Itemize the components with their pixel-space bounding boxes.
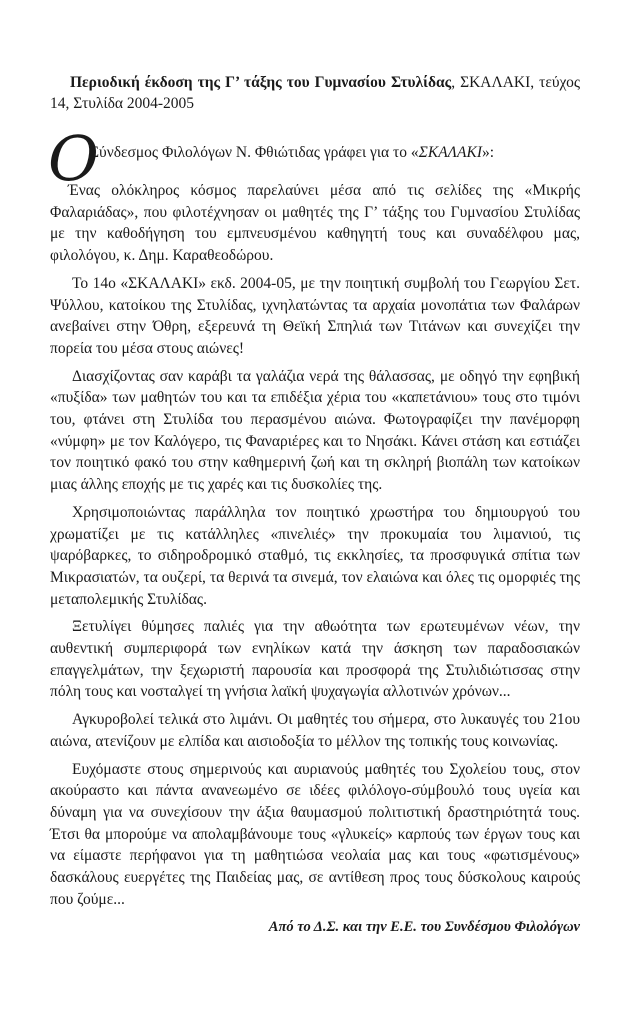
document-page [50,72,580,936]
paragraph: Ένας ολόκληρος κόσμος παρελαύνει μέσα από τις σελίδες της «Μικρής Φαλαριάδας», που φιλοτέχνησαν οι μαθητές της Γ’ τάξης του Γυμνασίου Στυλίδας με την καθοδήγηση του εμπνευσμένου καθηγητή τους και συναδέλφου μας, φιλολόγου, κ. Δημ. Καραθεοδώρου. [50,182,580,265]
paragraph: Αγκυροβολεί τελικά στο λιμάνι. Οι μαθητές του σήμερα, στο λυκαυγές του 21ου αιώνα, ατενίζουν με ελπίδα και αισιοδοξία το μέλλον της τοπικής τους κοινωνίας. [50,711,580,750]
intro-text-plain: Σύνδεσμος Φιλολόγων Ν. Φθιώτιδας γράφει για το « [90,144,419,161]
paragraph: Διασχίζοντας σαν καράβι τα γαλάζια νερά της θάλασσας, με οδηγό την εφηβική «πυξίδα» των μαθητών του και τα επιδέξια χέρια του «καπετάνιου» τους στο τιμόνι του, φτάνει στη Στυλίδα του περασμένου αιώνα. Φωτογραφίζει την πανέμορφη «νύμφη» με τον Καλόγερο, τις Φαναριέρες και το Νησάκι. Κάνει στάση και εστιάζει τον ποιητικό φακό του στην καθημερινή ζωή και τη σκληρή βιοπάλη των κατοίκων μιας άλλης εποχής με τις χαρές και τις δυσκολίες της. [50,367,580,494]
intro-text [90,142,494,163]
publication-title: Περιοδική έκδοση της Γ’ τάξης του Γυμνασίου Στυλίδας [70,74,452,91]
intro-line [48,122,580,195]
paragraph: Ευχόμαστε στους σημερινούς και αυριανούς μαθητές του Σχολείου τους, στον ακούραστο και πάντα ανανεωμένο σε ιδέες φιλόλογο-σύμβουλό τους υγεία και δύναμη για να συνεχίσουν την άξια θαυμασμού πολιτιστική δραστηριότητά τους. Έτσι θα μπορούμε να απολαμβάνουμε τους «γλυκείς» καρπούς των έργων τους και να είμαστε περήφανοι για τη μαθητιώσα νεολαία μας και τους «φωτισμένους» δασκάλους ευεργέτες της Παιδείας μας, σε αντίθεση προς τους δύσκολους καιρούς που ζούμε... [50,760,580,908]
paragraph: Το 14ο «ΣΚΑΛΑΚΙ» εκδ. 2004-05, με την ποιητική συμβολή του Γεωργίου Σετ. Ψύλλου, κατοίκου της Στυλίδας, ιχνηλατώντας τα αρχαία μονοπάτια των Φαλάρων ανεβαίνει στην Όθρη, εξερευνά τη Θεϊκή Σπηλιά των Τιτάνων και συνεχίζει την πορεία του μέσα στους αιώνες! [50,274,580,357]
signature: Από το Δ.Σ. και την Ε.Ε. του Συνδέσμου Φιλολόγων [268,918,580,935]
drop-cap: Ο [48,122,99,195]
paragraph: Χρησιμοποιώντας παράλληλα τον ποιητικό χρωστήρα του δημιουργού του χρωματίζει με τις κατάλληλες «πινελιές» την προκυμαία του λιμανιού, τις ψαρόβαρκες, το σιδηροδρομικό σταθμό, τις εκκλησίες, τα προσφυγικά σπίτια των Μικρασιατών, τα ουζερί, τα θερινά τα σινεμά, τον ελαιώνα και όλες τις ομορφιές της μεταπολεμικής Στυλίδας. [50,503,580,608]
paragraph: Ξετυλίγει θύμησες παλιές για την αθωότητα των ερωτευμένων νέων, την αυθεντική συμπεριφορά των ενηλίκων κατά την άσκηση των παραδοσιακών επαγγελμάτων, την ξεχωριστή παρουσία και προσφορά της Στυλιδιώτισσας στην πόλη τους και νοσταλγεί τη γνήσια λαϊκή ψυχαγωγία αλλοτινών χρόνων... [50,618,580,701]
intro-text-italic: ΣΚΑΛΑΚΙ [418,144,483,161]
article-body [50,180,580,911]
intro-text-end: »: [482,144,495,161]
publication-details: , ΣΚΑΛΑΚΙ, τεύχος 14, Στυλίδα 2004-2005 [50,74,580,112]
publication-header [50,72,580,114]
